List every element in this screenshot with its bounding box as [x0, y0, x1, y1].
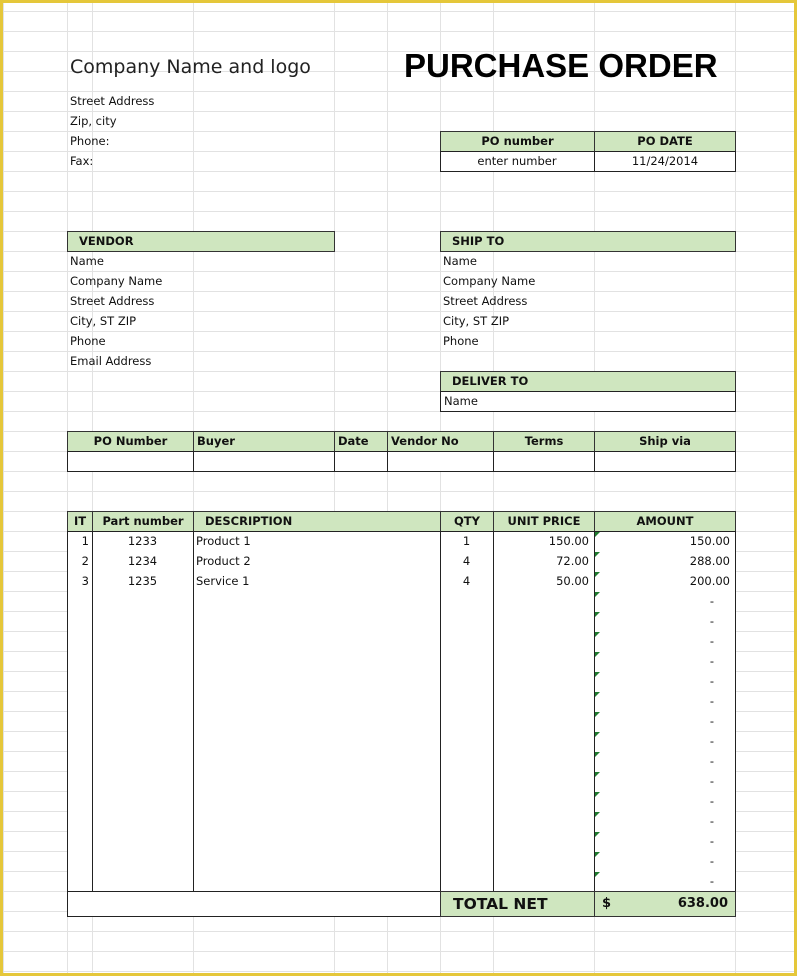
- item-description[interactable]: Service 1: [196, 574, 250, 588]
- vendor-header: VENDOR: [67, 231, 335, 252]
- item-amount-empty: -: [709, 694, 714, 708]
- item-part-number[interactable]: 1234: [127, 554, 158, 568]
- document-title: PURCHASE ORDER: [404, 47, 718, 84]
- spreadsheet-grid: [3, 3, 794, 973]
- meta-value-cell[interactable]: [387, 451, 494, 472]
- item-part-number[interactable]: 1235: [127, 574, 158, 588]
- formula-marker: [595, 532, 600, 537]
- item-amount: 200.00: [689, 574, 730, 588]
- company-phone: Phone:: [70, 134, 110, 148]
- ship-to-line: Name: [443, 254, 477, 268]
- formula-marker: [595, 632, 600, 637]
- meta-header-buyer: Buyer: [193, 431, 335, 452]
- item-amount-empty: -: [709, 734, 714, 748]
- meta-header-vendor-no: Vendor No: [387, 431, 494, 452]
- items-header-qty: QTY: [440, 511, 494, 532]
- item-qty[interactable]: 4: [462, 554, 471, 568]
- ship-to-line: Street Address: [443, 294, 528, 308]
- meta-value-cell[interactable]: [67, 451, 194, 472]
- vendor-line: Company Name: [70, 274, 163, 288]
- company-name: Company Name and logo: [70, 56, 311, 78]
- formula-marker: [595, 592, 600, 597]
- item-qty[interactable]: 1: [462, 534, 471, 548]
- deliver-to-name[interactable]: Name: [444, 394, 478, 408]
- item-number: 2: [81, 554, 89, 568]
- ship-to-line: Company Name: [443, 274, 536, 288]
- item-part-number[interactable]: 1233: [127, 534, 158, 548]
- items-header-item: IT: [67, 511, 93, 532]
- total-currency: $: [602, 896, 612, 911]
- item-amount-empty: -: [709, 714, 714, 728]
- vendor-line: Phone: [70, 334, 106, 348]
- deliver-to-header: DELIVER TO: [440, 371, 736, 392]
- items-column-divider: [193, 531, 194, 891]
- item-amount-empty: -: [709, 674, 714, 688]
- meta-value-cell[interactable]: [594, 451, 736, 472]
- item-amount-empty: -: [709, 814, 714, 828]
- formula-marker: [595, 712, 600, 717]
- total-spacer-cell: [67, 891, 441, 917]
- company-street: Street Address: [70, 94, 155, 108]
- item-amount-empty: -: [709, 794, 714, 808]
- formula-marker: [595, 652, 600, 657]
- formula-marker: [595, 852, 600, 857]
- formula-marker: [595, 572, 600, 577]
- formula-marker: [595, 812, 600, 817]
- meta-header-terms: Terms: [493, 431, 595, 452]
- item-amount-empty: -: [709, 874, 714, 888]
- meta-value-cell[interactable]: [493, 451, 595, 472]
- item-number: 3: [81, 574, 89, 588]
- po-number-value[interactable]: enter number: [440, 152, 595, 171]
- item-description[interactable]: Product 1: [196, 534, 251, 548]
- meta-value-cell[interactable]: [334, 451, 388, 472]
- item-amount-empty: -: [709, 594, 714, 608]
- formula-marker: [595, 832, 600, 837]
- item-amount-empty: -: [709, 854, 714, 868]
- formula-marker: [595, 552, 600, 557]
- ship-to-line: Phone: [443, 334, 479, 348]
- item-amount-empty: -: [709, 634, 714, 648]
- item-amount: 150.00: [689, 534, 730, 548]
- formula-marker: [595, 672, 600, 677]
- total-net-value: 638.00: [677, 896, 728, 911]
- item-amount-empty: -: [709, 834, 714, 848]
- item-description[interactable]: Product 2: [196, 554, 251, 568]
- item-unit-price[interactable]: 50.00: [556, 574, 589, 588]
- vendor-line: Email Address: [70, 354, 152, 368]
- vendor-line: Name: [70, 254, 104, 268]
- formula-marker: [595, 772, 600, 777]
- item-amount-empty: -: [709, 614, 714, 628]
- po-date-header: PO DATE: [594, 131, 736, 152]
- company-fax: Fax:: [70, 154, 94, 168]
- items-header-unit-price: UNIT PRICE: [493, 511, 595, 532]
- total-net-label: TOTAL NET: [440, 891, 595, 917]
- item-unit-price[interactable]: 72.00: [556, 554, 589, 568]
- vendor-line: City, ST ZIP: [70, 314, 137, 328]
- meta-header-date: Date: [334, 431, 388, 452]
- company-zip: Zip, city: [70, 114, 117, 128]
- formula-marker: [595, 612, 600, 617]
- item-amount-empty: -: [709, 654, 714, 668]
- formula-marker: [595, 752, 600, 757]
- po-number-header: PO number: [440, 131, 595, 152]
- meta-header-po-number: PO Number: [67, 431, 194, 452]
- item-number: 1: [81, 534, 89, 548]
- item-unit-price[interactable]: 150.00: [548, 534, 589, 548]
- formula-marker: [595, 692, 600, 697]
- formula-marker: [595, 792, 600, 797]
- items-header-amount: AMOUNT: [594, 511, 736, 532]
- items-header-description: DESCRIPTION: [193, 511, 441, 532]
- items-header-part-number: Part number: [92, 511, 194, 532]
- formula-marker: [595, 732, 600, 737]
- ship-to-line: City, ST ZIP: [443, 314, 510, 328]
- po-date-value[interactable]: 11/24/2014: [631, 154, 699, 168]
- meta-header-ship-via: Ship via: [594, 431, 736, 452]
- total-net-cell: [594, 891, 736, 917]
- item-amount-empty: -: [709, 754, 714, 768]
- meta-value-cell[interactable]: [193, 451, 335, 472]
- item-amount-empty: -: [709, 774, 714, 788]
- item-qty[interactable]: 4: [462, 574, 471, 588]
- item-amount: 288.00: [689, 554, 730, 568]
- formula-marker: [595, 872, 600, 877]
- vendor-line: Street Address: [70, 294, 155, 308]
- ship-to-header: SHIP TO: [440, 231, 736, 252]
